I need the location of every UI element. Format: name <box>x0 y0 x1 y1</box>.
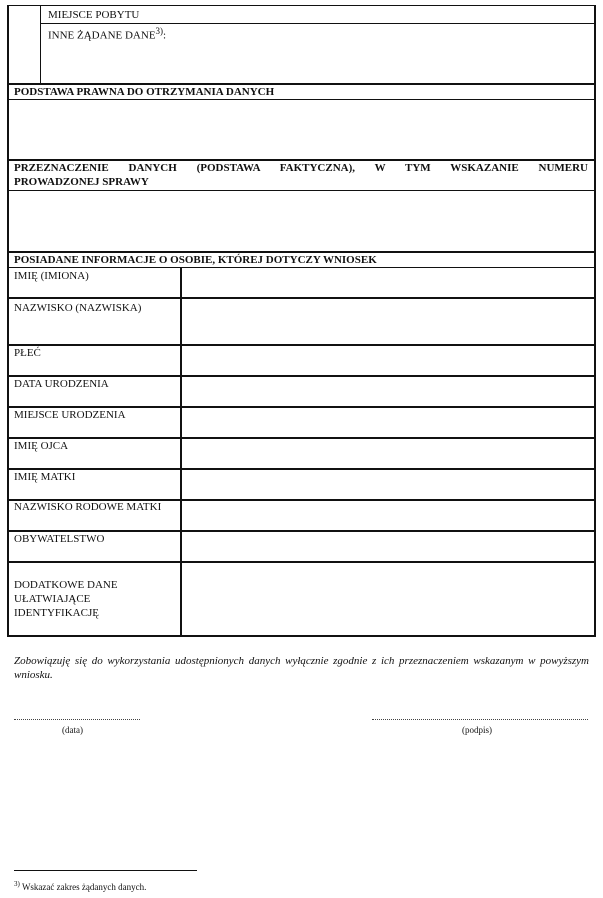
additional-data-field[interactable] <box>182 563 594 635</box>
legal-basis-field[interactable] <box>9 100 594 159</box>
row-label: PŁEĆ <box>14 347 41 359</box>
date-line[interactable] <box>14 712 140 720</box>
row-label: MIEJSCE URODZENIA <box>14 409 126 421</box>
person-info-header: POSIADANE INFORMACJE O OSOBIE, KTÓREJ DOTYCZY WNIOSEK <box>14 254 377 266</box>
surname-field[interactable] <box>182 299 594 344</box>
row-label: IMIĘ (IMIONA) <box>14 270 89 282</box>
divider <box>40 23 596 24</box>
sex-field[interactable] <box>182 346 594 375</box>
row-label: NAZWISKO RODOWE MATKI <box>14 501 162 513</box>
father-name-field[interactable] <box>182 439 594 468</box>
signature-label: (podpis) <box>462 725 492 735</box>
row-label: NAZWISKO (NAZWISKA) <box>14 302 142 314</box>
mother-name-field[interactable] <box>182 470 594 499</box>
row-label: OBYWATELSTWO <box>14 533 105 545</box>
citizenship-field[interactable] <box>182 532 594 561</box>
divider <box>7 83 596 85</box>
birth-place-field[interactable] <box>182 408 594 437</box>
divider <box>7 5 596 6</box>
first-name-field[interactable] <box>182 268 594 297</box>
other-data-label <box>48 25 166 43</box>
row-label: DODATKOWE DANE UŁATWIAJĄCE IDENTYFIKACJĘ <box>14 579 118 619</box>
divider <box>40 5 41 84</box>
row-label: DATA URODZENIA <box>14 378 109 390</box>
purpose-header-line2: PROWADZONEJ SPRAWY <box>14 176 149 188</box>
divider <box>7 251 596 253</box>
row-label: IMIĘ OJCA <box>14 440 69 452</box>
footnote-ref: 3) <box>155 26 164 36</box>
footnote <box>14 878 146 893</box>
mother-maiden-name-field[interactable] <box>182 501 594 530</box>
table-bottom-border <box>7 635 596 637</box>
signature-line[interactable] <box>372 712 588 720</box>
birth-date-field[interactable] <box>182 377 594 406</box>
legal-basis-header: PODSTAWA PRAWNA DO OTRZYMANIA DANYCH <box>14 86 275 98</box>
footnote-text: Wskazać zakres żądanych danych. <box>21 882 147 892</box>
row-label: IMIĘ MATKI <box>14 471 76 483</box>
residence-label: MIEJSCE POBYTU <box>48 9 140 21</box>
purpose-field[interactable] <box>9 191 594 251</box>
date-label: (data) <box>62 725 83 735</box>
other-data-suffix: : <box>163 29 167 42</box>
footnote-marker: 3) <box>14 880 20 888</box>
declaration-text: Zobowiązuję się do wykorzystania udostępnionych danych wyłącznie zgodnie z ich przeznaczeniem wskazanym w powyższym wniosku. <box>14 655 589 681</box>
other-data-text: INNE ŻĄDANE DANE <box>48 29 156 42</box>
divider <box>7 159 596 161</box>
purpose-header-line1: PRZEZNACZENIE DANYCH (PODSTAWA FAKTYCZNA), W TYM WSKAZANIE NUMERU <box>14 162 588 174</box>
footnote-separator <box>14 870 197 871</box>
